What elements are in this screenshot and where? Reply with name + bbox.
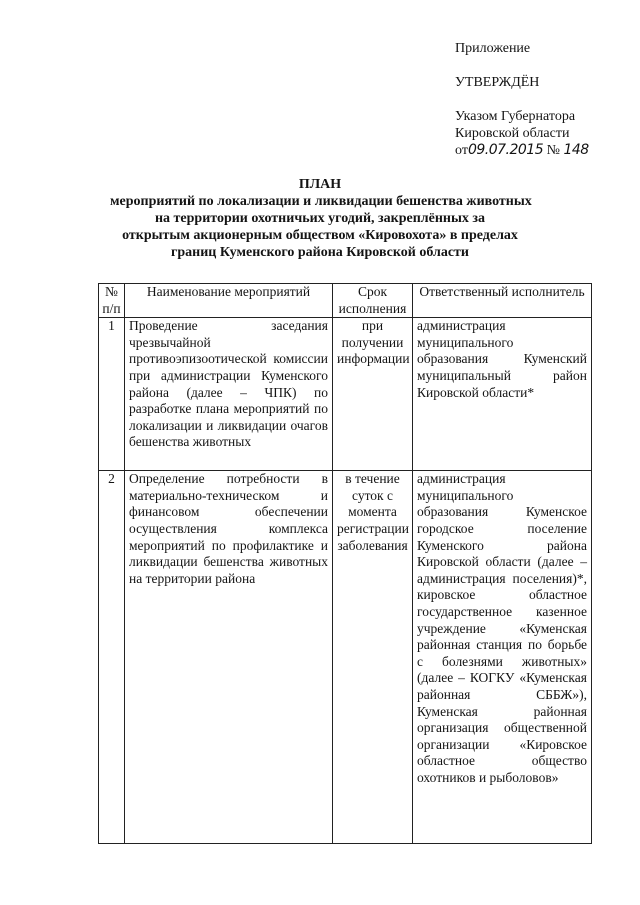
approval-stamp [455, 40, 635, 159]
decree-number-handwritten: 148 [563, 142, 589, 158]
row-name: Проведение заседания чрезвычайной противоэпизоотической комиссии при администрации Куменского района (далее – ЧПК) по разработке плана мероприятий по локализации и ликвидации очагов бешенства животных [125, 318, 333, 471]
decree-line-2: Кировской области [455, 126, 570, 141]
header-term: Срок исполнения [333, 284, 413, 318]
plan-table [98, 283, 592, 844]
decree-line-1: Указом Губернатора [455, 109, 576, 124]
table-header-row [99, 284, 592, 318]
row-name: Определение потребности в материально-техническом и финансовом обеспечении осуществления комплекса мероприятий по профилактике и ликвидации бешенства животных на территории района [125, 471, 333, 844]
plan-title-line-2: на территории охотничьих угодий, закреплённых за [154, 211, 486, 226]
header-responsible: Ответственный исполнитель [413, 284, 592, 318]
date-prefix: от [455, 143, 468, 158]
row-term: в течение суток с момента регистрации заболевания [333, 471, 413, 844]
row-responsible: администрация муниципального образования Куменский муниципальный район Кировской области* [413, 318, 592, 471]
decree-date-line [455, 142, 635, 159]
number-prefix: № [546, 143, 560, 158]
appendix-label: Приложение [455, 41, 531, 56]
decree-date-handwritten: 09.07.2015 [467, 142, 544, 158]
plan-title-line-1: мероприятий по локализации и ликвидации бешенства животных [110, 194, 532, 209]
plan-title [110, 176, 530, 261]
approved-label: УТВЕРЖДЁН [455, 75, 540, 90]
plan-heading: ПЛАН [298, 177, 342, 192]
row-num: 2 [99, 471, 125, 844]
table-row [99, 471, 592, 844]
row-responsible: администрация муниципального образования Куменское городское поселение Куменского района Кировской области (далее – администрация поселения)*, кировское областное государственное казенное учреждение «Куменская районная станция по борьбе с болезнями животных» (далее – КОГКУ «Куменская районная СББЖ»), Куменская районная организация общественной организации «Кировское областное общество охотников и рыболовов» [413, 471, 592, 844]
plan-title-line-3: открытым акционерным обществом «Кировохота» в пределах [122, 228, 518, 243]
plan-title-line-4: границ Куменского района Кировской области [170, 245, 469, 260]
row-num: 1 [99, 318, 125, 471]
table-row [99, 318, 592, 471]
header-name: Наименование мероприятий [125, 284, 333, 318]
header-num: № п/п [99, 284, 125, 318]
row-term: при получении информации [333, 318, 413, 471]
